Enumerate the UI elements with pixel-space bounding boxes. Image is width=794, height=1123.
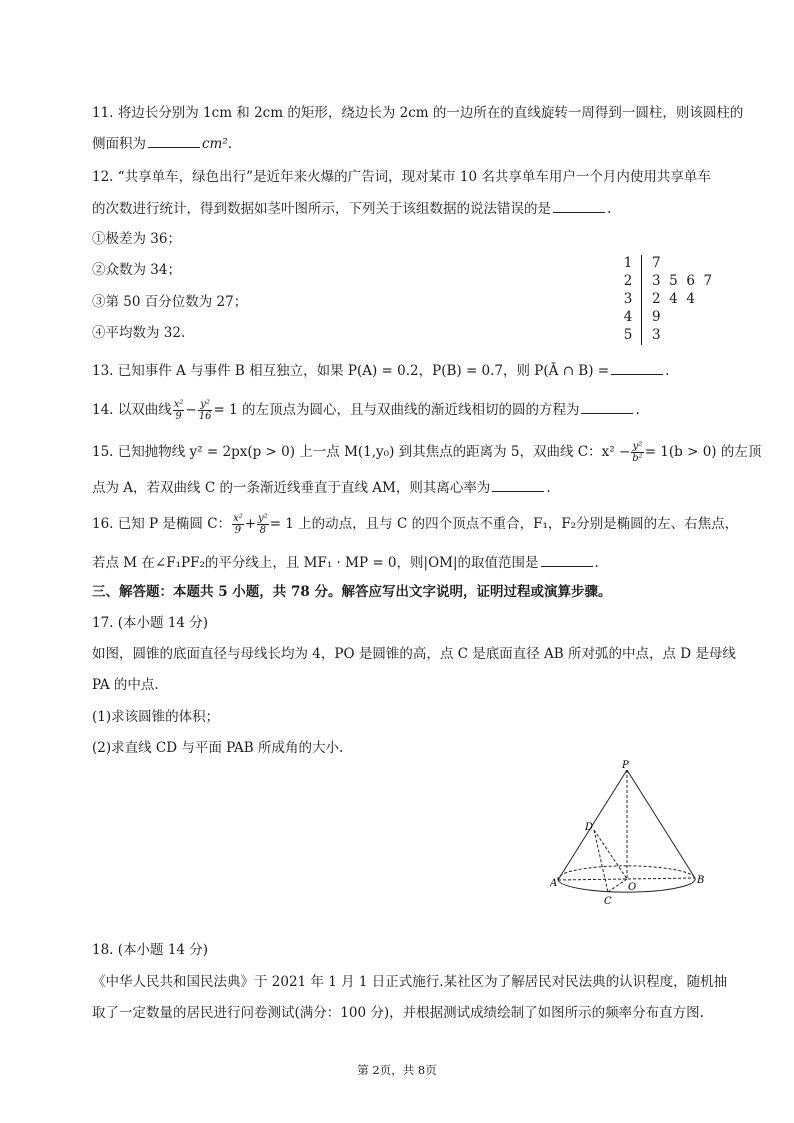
stem-value: 1 xyxy=(623,255,633,271)
q11-line2 xyxy=(92,133,232,154)
stem-leaf-row xyxy=(620,309,740,327)
q16-end: . xyxy=(594,555,599,571)
stem-leaf-row xyxy=(620,255,740,273)
q18-header: 18. (本小题 14 分) xyxy=(92,942,209,958)
q16-post: = 1 上的动点，且与 C 的四个顶点不重合，F₁，F₂分别是椭圆的左、右焦点， xyxy=(269,516,739,532)
q12-line1: 12. “共享单车，绿色出行”是近年来火爆的广告词，现对某市 10 名共享单车用户一个月内使用共享单车 xyxy=(92,169,711,185)
q12-line2-text: 的次数进行统计，得到数据如茎叶图所示，下列关于该组数据的说法错误的是 xyxy=(92,201,551,217)
fraction xyxy=(173,399,185,422)
q14-end: . xyxy=(635,402,640,418)
q17-sub2: (2)求直线 CD 与平面 PAB 所成角的大小. xyxy=(92,740,344,756)
segment-DO xyxy=(594,830,627,879)
cone-edge-PB xyxy=(627,770,695,878)
plus-sign: + xyxy=(244,516,257,532)
answer-blank xyxy=(148,133,200,148)
q15-line2-pre: 点为 A，若双曲线 C 的一条渐近线垂直于直线 AM，则其离心率为 xyxy=(92,480,491,496)
q16-line2 xyxy=(92,552,599,573)
q11-line2-pre: 侧面积为 xyxy=(92,136,146,152)
q17-sub1: (1)求该圆锥的体积； xyxy=(92,709,220,725)
fraction-denominator: 9 xyxy=(234,525,242,536)
fraction-denominator: 8 xyxy=(259,525,267,536)
cone-diagram xyxy=(550,760,720,910)
answer-blank xyxy=(541,552,593,567)
leaf-values: 7 xyxy=(652,255,661,271)
q15-line1 xyxy=(92,441,761,464)
stem-value: 5 xyxy=(623,327,633,343)
label-D: D xyxy=(585,822,594,833)
q17-line1: 如图，圆锥的底面直径与母线长均为 4，PO 是圆锥的高，点 C 是底面直径 AB 所对弧的中点，点 D 是母线 xyxy=(92,646,736,662)
label-O: O xyxy=(628,882,637,893)
q17-line2: PA 的中点. xyxy=(92,677,159,693)
answer-blank xyxy=(581,399,633,414)
q12-option-4: ④平均数为 32. xyxy=(92,325,186,341)
segment-OC xyxy=(608,879,627,892)
minus-sign: − xyxy=(185,402,197,418)
page-footer: 第 2页，共 8页 xyxy=(357,1063,437,1077)
stem-leaf-row xyxy=(620,291,740,309)
q15-end: . xyxy=(546,480,551,496)
label-B: B xyxy=(697,875,705,886)
segment-DC xyxy=(594,830,608,892)
fraction-numerator: y² xyxy=(198,399,213,411)
q16-line2-pre: 若点 M 在∠F₁PF₂的平分线上，且 MF₁ · MP = 0，则|OM|的取值范围是 xyxy=(92,555,539,571)
q16-pre: 16. 已知 P 是椭圆 C： xyxy=(92,516,232,532)
q13-line xyxy=(92,360,669,381)
stem-value: 3 xyxy=(623,291,633,307)
q15-line2 xyxy=(92,477,551,498)
fraction xyxy=(257,513,269,536)
q14-pre: 14. 以双曲线 xyxy=(92,402,172,418)
stem-value: 2 xyxy=(623,273,633,289)
label-C: C xyxy=(604,896,612,907)
q12-line2: 的次数进行统计，得到数据如茎叶图所示，下列关于该组数据的说法错误的是 . xyxy=(92,198,611,219)
answer-blank xyxy=(611,360,663,375)
q17-header: 17. (本小题 14 分) xyxy=(92,615,209,631)
fraction-numerator: x² xyxy=(173,399,184,410)
fraction-numerator: y² xyxy=(632,441,643,452)
fraction-denominator: b² xyxy=(632,453,643,464)
fraction-denominator: 16 xyxy=(198,411,212,422)
fraction-denominator: 9 xyxy=(175,411,182,422)
q15-pre: 15. 已知抛物线 y² = 2px(p > 0) 上一点 M(1,y₀) 到其焦点的距离为 5，双曲线 C：x² − xyxy=(92,444,631,460)
q18-line2: 取了一定数量的居民进行问卷测试(满分：100 分)，并根据测试成绩绘制了如图所示的频率分布直方图. xyxy=(92,1005,704,1021)
q12-option-2: ②众数为 34； xyxy=(92,262,181,278)
stem-leaf-row xyxy=(620,327,740,345)
q14-line xyxy=(92,399,640,422)
leaf-values: 9 xyxy=(652,309,661,325)
section-heading: 三、解答题：本题共 5 小题，共 78 分。解答应写出文字说明，证明过程或演算步骤。 xyxy=(92,584,612,600)
fraction xyxy=(198,399,213,422)
q11-line1: 11. 将边长分别为 1cm 和 2cm 的矩形，绕边长为 2cm 的一边所在的直线旋转一周得到一圆柱，则该圆柱的 xyxy=(92,105,744,121)
fraction-numerator: y² xyxy=(258,513,268,524)
q13-end: . xyxy=(665,363,670,379)
q18-line1: 《中华人民共和国民法典》于 2021 年 1 月 1 日正式施行.某社区为了解居民对民法典的认识程度，随机抽 xyxy=(92,974,728,990)
q13-text: 13. 已知事件 A 与事件 B 相互独立，如果 P(A) = 0.2，P(B) = 0.7，则 P(Ā ∩ B) = xyxy=(92,363,610,379)
q12-option-3: ③第 50 百分位数为 27； xyxy=(92,294,248,310)
label-P: P xyxy=(622,760,629,771)
answer-blank xyxy=(492,477,544,492)
answer-blank xyxy=(553,198,605,213)
q14-post: = 1 的左顶点为圆心，且与双曲线的渐近线相切的圆的方程为 xyxy=(213,402,580,418)
leaf-values: 3 xyxy=(652,327,661,343)
fraction-numerator: x² xyxy=(233,513,243,524)
fraction xyxy=(631,441,643,464)
q11-unit: cm². xyxy=(202,136,233,152)
q15-post: = 1(b > 0) 的左顶 xyxy=(644,444,762,460)
q16-line1 xyxy=(92,513,738,536)
leaf-values: 3 5 6 7 xyxy=(652,273,713,289)
q12-option-1: ①极差为 36； xyxy=(92,231,181,247)
fraction xyxy=(232,513,244,536)
stem-value: 4 xyxy=(623,309,633,325)
leaf-values: 2 4 4 xyxy=(652,291,695,307)
label-A: A xyxy=(550,878,558,889)
stem-leaf-row xyxy=(620,273,740,291)
